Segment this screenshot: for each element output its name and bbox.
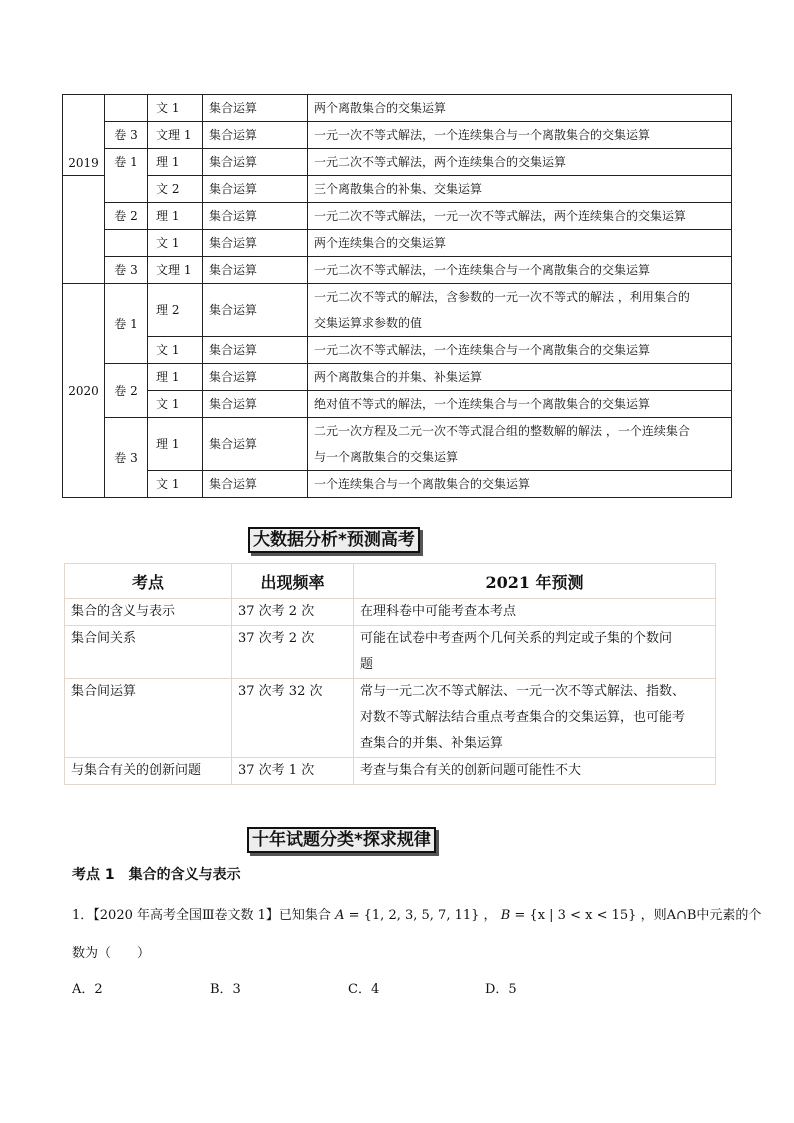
header-point: 考点: [65, 564, 232, 599]
table-row: [63, 122, 732, 149]
prediction-line: 常与一元二次不等式解法、一元一次不等式解法、指数、: [360, 684, 686, 699]
desc-cell: 三个离散集合的补集、交集运算: [308, 176, 732, 203]
prediction-table: [64, 563, 716, 785]
set-b-name: B: [500, 908, 511, 923]
topic-cell: 集合运算: [203, 364, 308, 391]
desc-cell: 一元二次不等式解法，一个连续集合与一个离散集合的交集运算: [308, 337, 732, 364]
question-separator: ，: [483, 908, 497, 923]
subject-cell: 理 1: [148, 203, 203, 230]
topic-cell: 集合运算: [203, 95, 308, 122]
table-row: [63, 149, 732, 176]
subject-cell: 文 1: [148, 471, 203, 498]
table-row: [65, 679, 716, 758]
table-row: [63, 257, 732, 284]
option-d: D．5: [485, 982, 517, 997]
header-prediction: 2021 年预测: [354, 564, 716, 599]
table-row: [65, 758, 716, 785]
table-row: [63, 95, 732, 122]
desc-cell: 两个离散集合的并集、补集运算: [308, 364, 732, 391]
option-b: B．3: [210, 982, 241, 997]
table-header-row: [65, 564, 716, 599]
subject-cell: 文 1: [148, 95, 203, 122]
section-banner-classification: 十年试题分类*探求规律: [247, 827, 436, 853]
question-suffix: ，则A∩B中元素的个: [640, 908, 762, 923]
desc-cell: 两个离散集合的交集运算: [308, 95, 732, 122]
year-cell: [63, 156, 105, 284]
desc-line: 一元二次不等式的解法，含参数的一元一次不等式的解法 ，利用集合的: [314, 290, 690, 304]
topic-cell: 集合运算: [203, 122, 308, 149]
desc-cell: [308, 418, 732, 471]
exam-analysis-table: [62, 94, 732, 498]
point-cell: 与集合有关的创新问题: [65, 758, 232, 785]
topic-cell: 集合运算: [203, 418, 308, 471]
topic-cell: 集合运算: [203, 176, 308, 203]
table-row: [63, 471, 732, 498]
topic-cell: 集合运算: [203, 230, 308, 257]
table-row: [63, 203, 732, 230]
year-label: 2019: [68, 156, 99, 170]
desc-cell: 一元二次不等式解法，一个连续集合与一个离散集合的交集运算: [308, 257, 732, 284]
prediction-line: 在理科卷中可能考查本考点: [360, 604, 517, 619]
prediction-cell: [354, 626, 716, 679]
question-line-2: 数为（ ）: [72, 946, 151, 961]
prediction-line: 题: [360, 657, 374, 672]
prediction-cell: [354, 599, 716, 626]
topic-cell: 集合运算: [203, 149, 308, 176]
desc-line: 与一个离散集合的交集运算: [314, 450, 459, 464]
frequency-cell: 37 次考 2 次: [232, 626, 354, 679]
subject-cell: 理 1: [148, 418, 203, 471]
paper-cell: 卷 2: [105, 364, 148, 418]
table-row: [63, 284, 732, 337]
prediction-line: 对数不等式解法结合重点考查集合的交集运算，也可能考: [360, 710, 686, 725]
question-prefix: 1．【2020 年高考全国Ⅲ卷文数 1】已知集合: [72, 908, 331, 923]
set-b-value: = {x | 3 < x < 15}: [514, 908, 637, 923]
subject-cell: 文 1: [148, 230, 203, 257]
frequency-cell: 37 次考 32 次: [232, 679, 354, 758]
topic-cell: 集合运算: [203, 391, 308, 418]
table-row: [63, 418, 732, 471]
set-a-value: = {1, 2, 3, 5, 7, 11}: [348, 908, 480, 923]
point-cell: 集合的含义与表示: [65, 599, 232, 626]
desc-cell: 绝对值不等式的解法，一个连续集合与一个离散集合的交集运算: [308, 391, 732, 418]
prediction-cell: [354, 679, 716, 758]
paper-cell: 卷 3: [105, 122, 148, 149]
topic-cell: 集合运算: [203, 257, 308, 284]
header-frequency: 出现频率: [232, 564, 354, 599]
topic-cell: 集合运算: [203, 471, 308, 498]
topic-cell: 集合运算: [203, 284, 308, 337]
section-banner-analysis: 大数据分析*预测高考: [248, 527, 420, 553]
prediction-line: 查集合的并集、补集运算: [360, 736, 504, 751]
frequency-cell: 37 次考 1 次: [232, 758, 354, 785]
paper-cell: 卷 1: [105, 284, 148, 364]
desc-cell: 一元二次不等式解法，一元一次不等式解法，两个连续集合的交集运算: [308, 203, 732, 230]
option-a: A．2: [72, 982, 103, 997]
subject-cell: 理 2: [148, 284, 203, 337]
prediction-line: 考查与集合有关的创新问题可能性不大: [360, 763, 582, 778]
point-cell: 集合间关系: [65, 626, 232, 679]
desc-line: 交集运算求参数的值: [314, 316, 423, 330]
subject-cell: 理 1: [148, 149, 203, 176]
subject-cell: 文 2: [148, 176, 203, 203]
paper-cell: 卷 3: [105, 418, 148, 498]
desc-cell: 两个连续集合的交集运算: [308, 230, 732, 257]
prediction-cell: [354, 758, 716, 785]
question-line-1: [72, 906, 761, 926]
table-row: [63, 337, 732, 364]
subject-cell: 文理 1: [148, 257, 203, 284]
subject-cell: 理 1: [148, 364, 203, 391]
table-row: [63, 391, 732, 418]
topic-cell: 集合运算: [203, 337, 308, 364]
subject-cell: 文 1: [148, 337, 203, 364]
year-cell: 2020: [63, 284, 105, 498]
paper-cell: 卷 3: [105, 257, 148, 284]
prediction-line: 可能在试卷中考查两个几何关系的判定或子集的个数问: [360, 631, 673, 646]
table-row: [65, 599, 716, 626]
desc-cell: 一元二次不等式解法，两个连续集合的交集运算: [308, 149, 732, 176]
table-row: [65, 626, 716, 679]
frequency-cell: 37 次考 2 次: [232, 599, 354, 626]
paper-cell: 卷 2: [105, 203, 148, 230]
point-cell: 集合间运算: [65, 679, 232, 758]
option-c: C．4: [348, 982, 380, 997]
topic-cell: 集合运算: [203, 203, 308, 230]
desc-cell: 一个连续集合与一个离散集合的交集运算: [308, 471, 732, 498]
subject-cell: 文 1: [148, 391, 203, 418]
desc-line: 二元一次方程及二元一次不等式混合组的整数解的解法 ，一个连续集合: [314, 424, 690, 438]
section-heading: 考点 1 集合的含义与表示: [72, 867, 241, 883]
paper-cell: [105, 230, 148, 257]
paper-cell: 卷 1: [105, 149, 148, 203]
subject-cell: 文理 1: [148, 122, 203, 149]
paper-cell: [105, 95, 148, 122]
table-row: [63, 230, 732, 257]
set-a-name: A: [335, 908, 345, 923]
desc-cell: 一元一次不等式解法，一个连续集合与一个离散集合的交集运算: [308, 122, 732, 149]
table-row: [63, 176, 732, 203]
desc-cell: [308, 284, 732, 337]
table-row: [63, 364, 732, 391]
